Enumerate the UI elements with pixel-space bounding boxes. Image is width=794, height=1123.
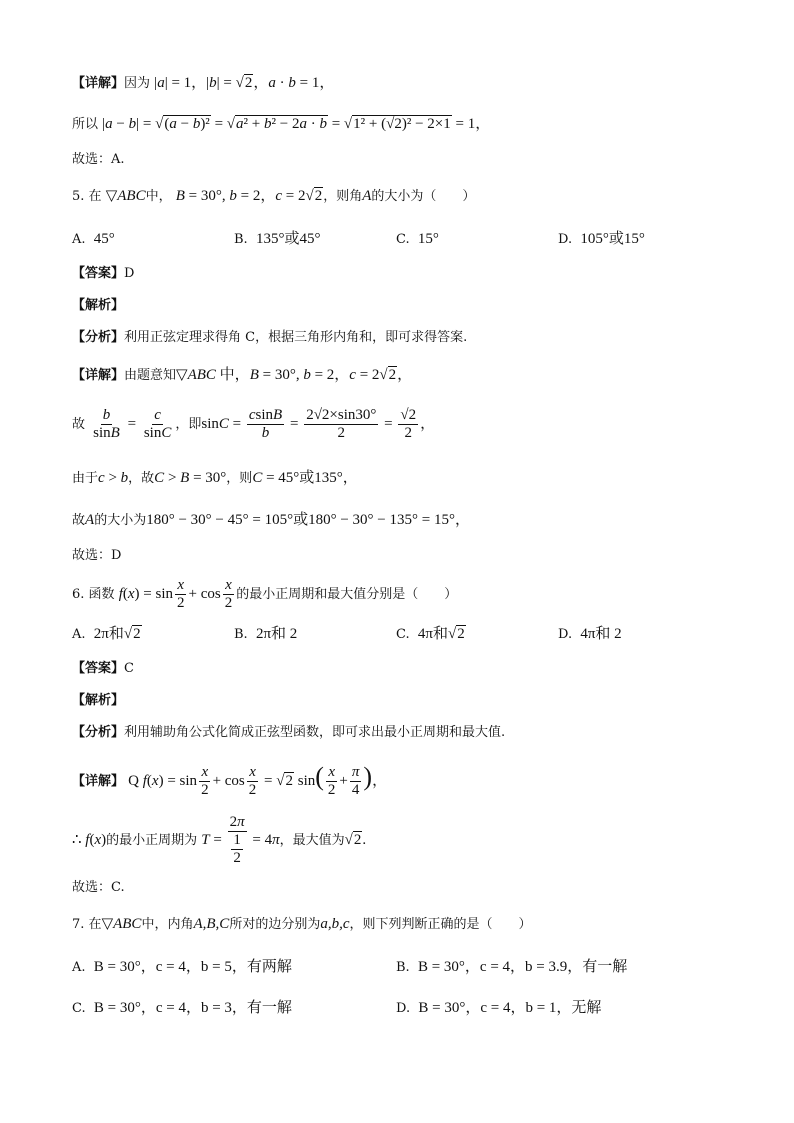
q6-conclusion: 故选：C. [72, 880, 125, 895]
q5-angle-a: 故A的大小为180° − 30° − 45° = 105°或180° − 30° − 135° = 15°， [72, 512, 470, 528]
q6-option-a[interactable]: A. 2π和√2 [72, 626, 141, 642]
q5-option-a[interactable]: A. 45° [72, 231, 115, 247]
q5-stem: 5. 在 ▽ABC中， B = 30°, b = 2，c = 2√2，则角A的大小为（ ） [72, 188, 476, 204]
q4-conclusion: 故选：A. [72, 152, 125, 167]
q6-option-c[interactable]: C. 4π和√2 [396, 626, 465, 642]
q5-option-d[interactable]: D. 105°或15° [558, 231, 645, 247]
q7-option-d[interactable]: D. B = 30°，c = 4，b = 1，无解 [396, 1000, 602, 1016]
q7-stem: 7. 在▽ABC中，内角A,B,C所对的边分别为a,b,c，则下列判断正确的是（ ） [72, 916, 532, 932]
q7-option-a[interactable]: A. B = 30°，c = 4，b = 5，有两解 [72, 959, 292, 975]
q6-analysis-label: 【解析】 [72, 693, 125, 708]
q4-norm-formula: |a − b| = √(a − b)² = √a² + b² − 2a · b = √1² + (√2)² − 2×1 = 1， [102, 116, 491, 132]
q5-fenxi: 【分析】利用正弦定理求得角 C，根据三角形内角和，即可求得答案. [72, 330, 468, 345]
q5-conclusion: 故选：D [72, 548, 122, 563]
q4-given-formula: |a| = 1，|b| = √2，a · b = 1， [154, 75, 335, 91]
q6-period: ∴ f(x)的最小正周期为 T = $\frac{2\pi}{\frac{1}{2}}$ = 4π，最大值为√2. [72, 814, 367, 867]
q5-detail: 【详解】由题意知▽ABC 中，B = 30°, b = 2，c = 2√2， [72, 367, 413, 383]
q6-answer: 【答案】C [72, 661, 134, 676]
q7-option-c[interactable]: C. B = 30°，c = 4，b = 3，有一解 [72, 1000, 292, 1016]
q5-analysis-label: 【解析】 [72, 298, 125, 313]
q5-compare: 由于c > b，故C > B = 30°，则C = 45°或135°， [72, 470, 358, 486]
q7-option-b[interactable]: B. B = 30°，c = 4，b = 3.9，有一解 [396, 959, 628, 975]
q6-stem: 6. 函数 f(x) = sin $\frac{x}{2}$ + cos $\frac{x}{2}$ 的最小正周期和最大值分别是（ ） [72, 577, 458, 612]
q6-detail: 【详解】 Q f(x) = sin $\frac{x}{2}$ + cos $\frac{x}{2}$ = √2 sin( $\frac{x}{2}$ + $\frac{\pi}{4}$ )， [72, 762, 388, 799]
q4-detail-line1: 【详解】因为 |a| = 1，|b| = √2，a · b = 1， [72, 75, 335, 91]
detail-label: 【详解】 [72, 76, 125, 91]
q6-option-d[interactable]: D. 4π和 2 [558, 626, 622, 642]
q6-fenxi: 【分析】利用辅助角公式化简成正弦型函数，即可求出最小正周期和最大值. [72, 725, 506, 740]
q5-answer: 【答案】D [72, 266, 135, 281]
q5-option-c[interactable]: C. 15° [396, 231, 439, 247]
q6-option-b[interactable]: B. 2π和 2 [234, 626, 298, 642]
q5-option-b[interactable]: B. 135°或45° [234, 231, 321, 247]
q5-sine-law: 故 $\frac{b}{\sin B}$ = $\frac{c}{\sin C}$ ，即sinC = $\frac{csinB}{b}$ = $\frac{2√2\times\sin 30^\circ}{2}$ = $\frac{√2}{2}$ ， [72, 407, 436, 442]
q4-detail-line2: 所以 |a − b| = √(a − b)² = √a² + b² − 2a · b = √1² + (√2)² − 2×1 = 1， [72, 116, 491, 132]
